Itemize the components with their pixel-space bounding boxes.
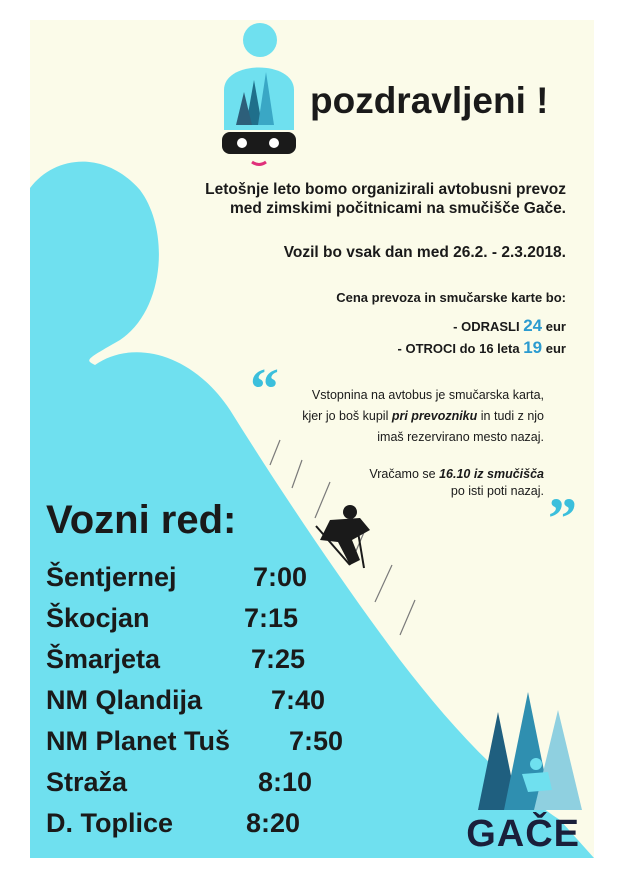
gace-logo-text: GAČE [466,813,580,855]
schedule-row [46,603,299,634]
quote-text [302,385,544,448]
quote-line-2-post: in tudi z njo [480,409,544,423]
stop-time: 7:15 [244,603,299,633]
stop-name: Straža [46,767,128,797]
gace-mountains-logo-icon [478,692,582,810]
quote-line-3: imaš rezervirano mesto nazaj. [377,430,544,444]
stop-name: D. Toplice [46,808,174,838]
stop-name: NM Qlandija [46,685,203,715]
return-line-1 [369,466,544,483]
stop-time: 7:50 [289,726,344,756]
poster [30,20,594,858]
price-children [398,338,566,358]
schedule-row [46,767,313,798]
return-line-2: po isti poti nazaj. [450,484,544,498]
schedule-row [46,808,301,839]
dates-text: Vozil bo vsak dan med 26.2. - 2.3.2018. [283,244,566,261]
stop-name: Šentjernej [46,562,177,592]
quote-line-2-bold: pri prevozniku [391,409,478,423]
stop-name: Šmarjeta [46,644,161,674]
stop-time: 7:40 [271,685,326,715]
currency-label: eur [545,341,566,356]
intro-line-2: med zimskimi počitnicami na smučišče Gače. [230,200,566,217]
stop-name: Škocjan [46,603,150,633]
open-quote-icon: “ [250,356,279,421]
stop-name: NM Planet Tuš [46,726,231,756]
price-adults-value: 24 [523,316,543,335]
stop-time: 8:20 [246,808,301,838]
price-children-label: - OTROCI do 16 leta [397,341,520,356]
quote-line-1: Vstopnina na avtobus je smučarska karta, [311,388,544,402]
close-quote-icon: ” [548,486,577,551]
stop-time: 7:25 [251,644,306,674]
price-title: Cena prevoza in smučarske karte bo: [336,290,566,305]
quote-line-2 [302,406,544,427]
greeting: pozdravljeni ! [310,80,549,121]
return-pre: Vračamo se [369,467,436,481]
return-text [369,466,544,500]
stop-time: 7:00 [253,562,308,592]
intro-text [205,180,566,218]
schedule-row [46,726,344,757]
price-adults [453,316,566,336]
schedule-title: Vozni red: [46,498,237,542]
price-children-value: 19 [523,338,543,357]
stop-time: 8:10 [258,767,313,797]
beanie-character-icon [214,20,304,170]
schedule-row [46,685,326,716]
currency-label: eur [545,319,566,334]
quote-line-2-pre: kjer jo boš kupil [302,409,389,423]
return-bold: 16.10 iz smučišča [439,467,544,481]
price-adults-label: - ODRASLI [453,319,520,334]
intro-line-1: Letošnje leto bomo organizirali avtobusni prevoz [205,181,566,198]
schedule-row [46,562,308,593]
schedule-row [46,644,306,675]
